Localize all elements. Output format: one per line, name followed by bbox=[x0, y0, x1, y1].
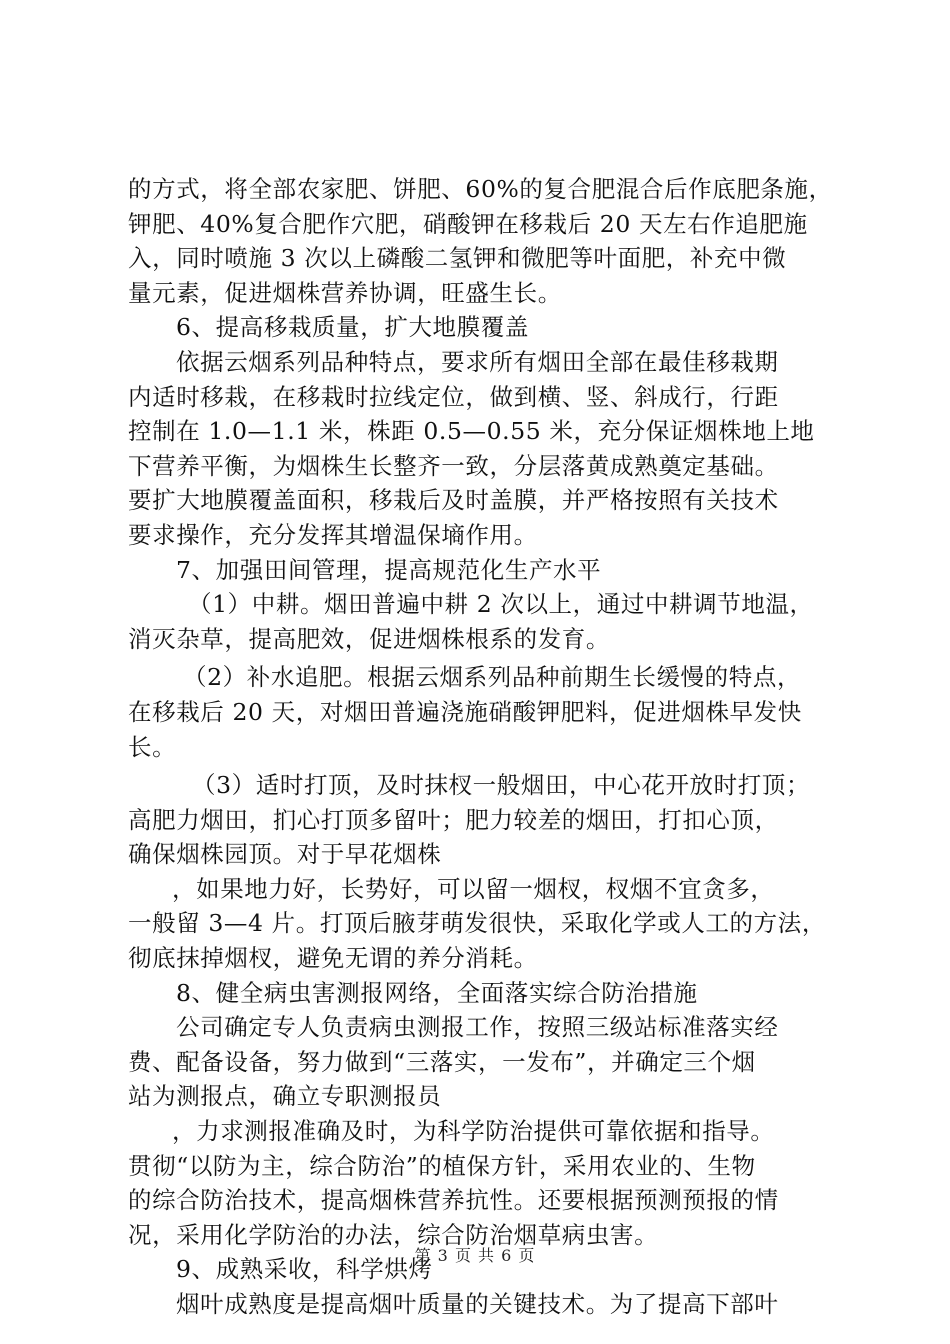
document-body bbox=[128, 172, 833, 1322]
section-heading: 7、加强田间管理，提高规范化生产水平 bbox=[176, 555, 602, 584]
text-line: 站为测报点，确立专职测报员 bbox=[128, 1082, 442, 1111]
text-line: 贯彻“以防为主，综合防治”的植保方针，采用农业的、生物 bbox=[128, 1151, 756, 1180]
text-line: 内适时移栽，在移栽时拉线定位，做到横、竖、斜成行，行距 bbox=[128, 382, 779, 411]
section-heading: 9、成熟采收，科学烘烤 bbox=[176, 1255, 433, 1284]
text-line: ，力求测报准确及时，为科学防治提供可靠依据和指导。 bbox=[172, 1117, 775, 1146]
text-line: 一般留 3—4 片。打顶后腋芽萌发很快，采取化学或人工的方法， bbox=[128, 909, 826, 938]
text-line: 公司确定专人负责病虫测报工作，按照三级站标准落实经 bbox=[176, 1013, 779, 1042]
text-line: 要扩大地膜覆盖面积，移栽后及时盖膜，并严格按照有关技术 bbox=[128, 486, 779, 515]
text-line: 入，同时喷施 3 次以上磷酸二氢钾和微肥等叶面肥，补充中微 bbox=[128, 244, 787, 273]
text-line: 彻底抹掉烟杈，避免无谓的养分消耗。 bbox=[128, 944, 538, 973]
text-line: （1）中耕。烟田普遍中耕 2 次以上，通过中耕调节地温， bbox=[188, 590, 814, 619]
page-number-footer: 第 3 页 共 6 页 bbox=[414, 1246, 536, 1265]
text-line: ，如果地力好，长势好，可以留一烟杈，杈烟不宜贪多， bbox=[172, 874, 775, 903]
text-line: 要求操作，充分发挥其增温保墒作用。 bbox=[128, 520, 538, 549]
text-line: 下营养平衡，为烟株生长整齐一致，分层落黄成熟奠定基础。 bbox=[128, 451, 779, 480]
section-heading: 8、健全病虫害测报网络，全面落实综合防治措施 bbox=[176, 978, 698, 1007]
text-line: 确保烟株园顶。对于早花烟株 bbox=[128, 840, 442, 869]
text-line: 控制在 1.0—1.1 米，株距 0.5—0.55 米，充分保证烟株地上地 bbox=[128, 417, 815, 446]
text-line: 在移栽后 20 天，对烟田普遍浇施硝酸钾肥料，促进烟株早发快 bbox=[128, 697, 802, 726]
text-line: 钾肥、40%复合肥作穴肥，硝酸钾在移栽后 20 天左右作追肥施 bbox=[128, 209, 808, 238]
section-heading: 6、提高移栽质量，扩大地膜覆盖 bbox=[176, 313, 529, 342]
text-line: 的方式，将全部农家肥、饼肥、60%的复合肥混合后作底肥条施， bbox=[128, 175, 833, 203]
text-line: 况，采用化学防治的办法，综合防治烟草病虫害。 bbox=[128, 1220, 659, 1249]
text-line: 费、配备设备，努力做到“三落实，一发布”，并确定三个烟 bbox=[128, 1047, 756, 1076]
text-line: 依据云烟系列品种特点，要求所有烟田全部在最佳移栽期 bbox=[176, 347, 779, 376]
text-line: 烟叶成熟度是提高烟叶质量的关键技术。为了提高下部叶 bbox=[176, 1290, 779, 1318]
text-line: 的综合防治技术，提高烟株营养抗性。还要根据预测预报的情 bbox=[128, 1186, 779, 1215]
text-line: 量元素，促进烟株营养协调，旺盛生长。 bbox=[128, 278, 562, 307]
text-line: （3）适时打顶，及时抹杈一般烟田，中心花开放时打顶； bbox=[192, 771, 811, 800]
text-line: （2）补水追肥。根据云烟系列品种前期生长缓慢的特点， bbox=[183, 663, 802, 692]
text-line: 长。 bbox=[128, 732, 177, 761]
text-line: 消灭杂草，提高肥效，促进烟株根系的发育。 bbox=[128, 624, 610, 653]
text-line: 高肥力烟田，扪心打顶多留叶；肥力较差的烟田，打扣心顶， bbox=[128, 805, 779, 834]
